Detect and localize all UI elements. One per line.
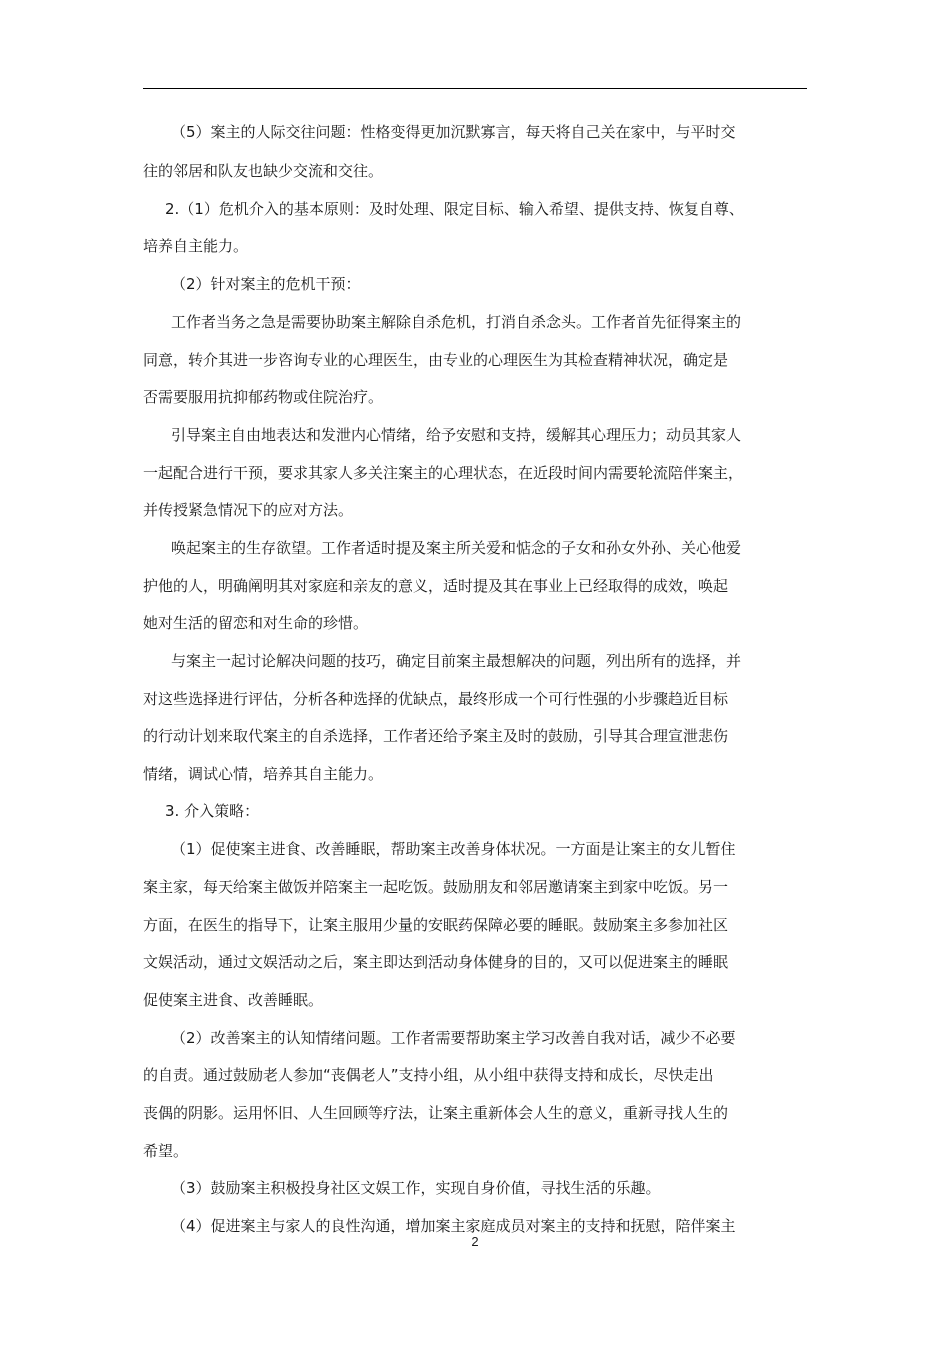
text-line: 3. 介入策略： — [165, 802, 260, 820]
text-line: 引导案主自由地表达和发泄内心情绪，给予安慰和支持，缓解其心理压力；动员其家人 — [171, 426, 742, 444]
text-line: （3）鼓励案主积极投身社区文娱工作，实现自身价值，寻找生活的乐趣。 — [171, 1179, 661, 1197]
text-line: 方面，在医生的指导下，让案主服用少量的安眠药保障必要的睡眠。鼓励案主多参加社区 — [143, 916, 729, 934]
text-line: 与案主一起讨论解决问题的技巧，确定目前案主最想解决的问题，列出所有的选择，并 — [171, 652, 742, 670]
text-line: 否需要服用抗抑郁药物或住院治疗。 — [143, 388, 384, 406]
text-line: 往的邻居和队友也缺少交流和交往。 — [143, 162, 384, 180]
text-line: 丧偶的阴影。运用怀旧、人生回顾等疗法，让案主重新体会人生的意义，重新寻找人生的 — [143, 1104, 729, 1122]
text-line: （5）案主的人际交往问题：性格变得更加沉默寡言，每天将自己关在家中，与平时交 — [171, 123, 736, 141]
text-line: （2）改善案主的认知情绪问题。工作者需要帮助案主学习改善自我对话，减少不必要 — [171, 1029, 736, 1047]
text-line: 一起配合进行干预，要求其家人多关注案主的心理状态，在近段时间内需要轮流陪伴案主， — [143, 464, 744, 482]
text-line: 文娱活动，通过文娱活动之后，案主即达到活动身体健身的目的，又可以促进案主的睡眠 — [143, 953, 729, 971]
text-line: 的自责。通过鼓励老人参加“丧偶老人”支持小组，从小组中获得支持和成长，尽快走出 — [143, 1066, 714, 1084]
text-line: 培养自主能力。 — [143, 237, 249, 255]
text-line: 工作者当务之急是需要协助案主解除自杀危机，打消自杀念头。工作者首先征得案主的 — [171, 313, 742, 331]
text-line: 对这些选择进行评估，分析各种选择的优缺点，最终形成一个可行性强的小步骤趋近目标 — [143, 690, 729, 708]
text-line: 情绪，调试心情，培养其自主能力。 — [143, 765, 384, 783]
text-line: （1）促使案主进食、改善睡眠，帮助案主改善身体状况。一方面是让案主的女儿暂住 — [171, 840, 736, 858]
page-number: 2 — [471, 1234, 479, 1249]
text-line: 促使案主进食、改善睡眠。 — [143, 991, 324, 1009]
text-line: （2）针对案主的危机干预： — [171, 275, 361, 293]
text-line: （4）促进案主与家人的良性沟通，增加案主家庭成员对案主的支持和抚慰，陪伴案主 — [171, 1217, 736, 1235]
text-line: 希望。 — [143, 1142, 189, 1160]
text-line: 唤起案主的生存欲望。工作者适时提及案主所关爱和惦念的子女和孙女外孙、关心他爱 — [171, 539, 742, 557]
text-line: 案主家，每天给案主做饭并陪案主一起吃饭。鼓励朋友和邻居邀请案主到家中吃饭。另一 — [143, 878, 729, 896]
text-line: 护他的人，明确阐明其对家庭和亲友的意义，适时提及其在事业上已经取得的成效，唤起 — [143, 577, 729, 595]
text-line: 同意，转介其进一步咨询专业的心理医生，由专业的心理医生为其检查精神状况，确定是 — [143, 351, 729, 369]
text-line: 的行动计划来取代案主的自杀选择，工作者还给予案主及时的鼓励，引导其合理宣泄悲伤 — [143, 727, 729, 745]
text-line: 并传授紧急情况下的应对方法。 — [143, 501, 354, 519]
header-rule — [143, 88, 807, 89]
text-line: 2.（1）危机介入的基本原则：及时处理、限定目标、输入希望、提供支持、恢复自尊、 — [165, 200, 744, 218]
text-line: 她对生活的留恋和对生命的珍惜。 — [143, 614, 369, 632]
